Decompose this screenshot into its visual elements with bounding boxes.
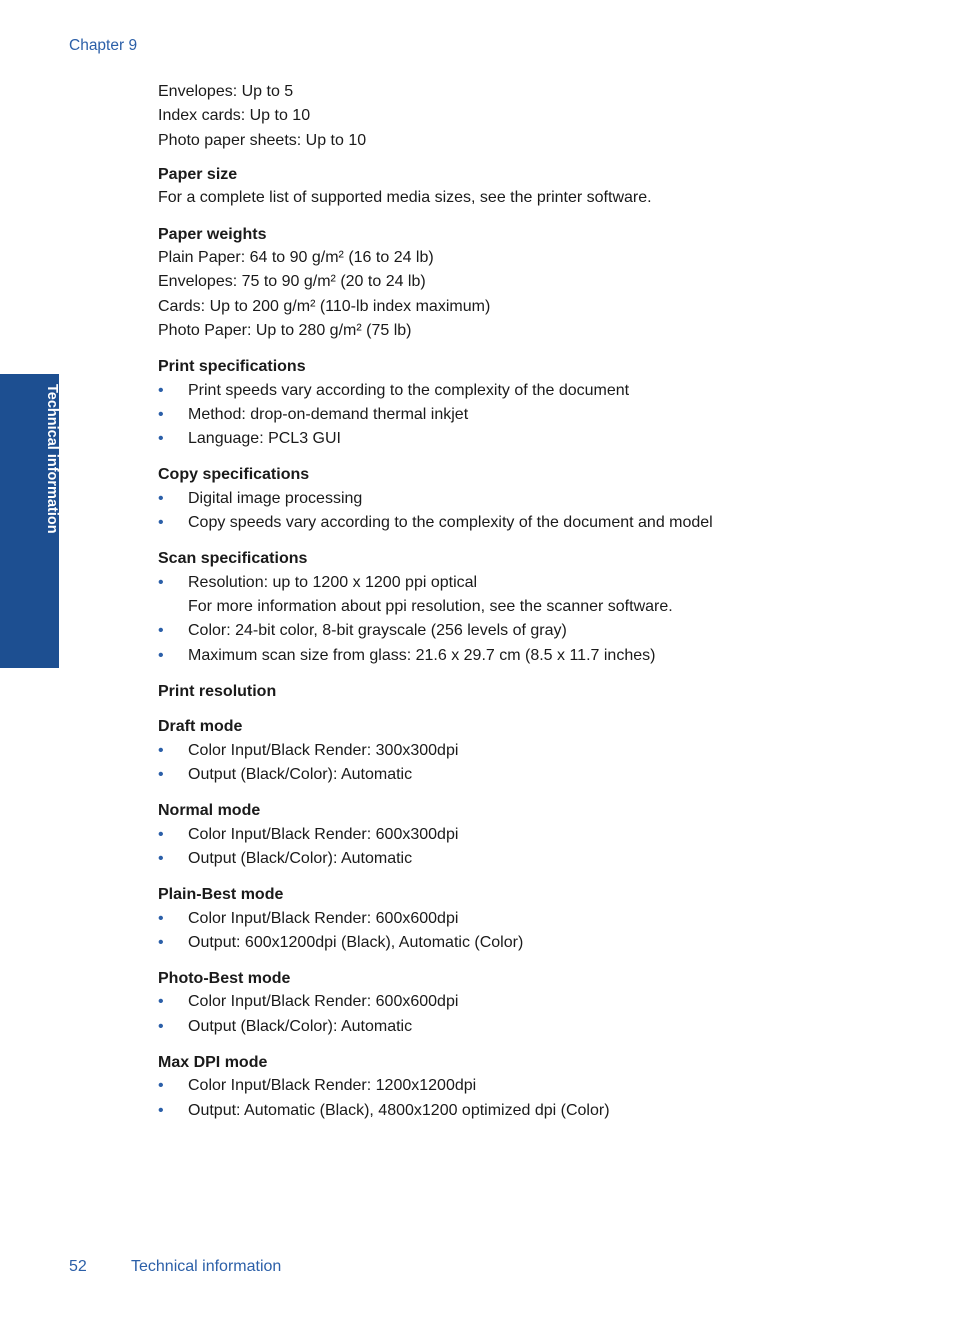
list-item-text: Output (Black/Color): Automatic [188, 1017, 413, 1035]
chapter-label: Chapter 9 [69, 37, 138, 54]
paper-size-heading: Paper size [158, 165, 238, 183]
list-item-text: Color Input/Black Render: 600x600dpi [188, 993, 459, 1011]
intro-line: Envelopes: Up to 5 [158, 83, 294, 100]
photo-best-mode-heading: Photo-Best mode [158, 969, 291, 987]
bullet-icon: • [158, 622, 164, 640]
scan-specs-list [158, 571, 918, 668]
list-item-text: Color Input/Black Render: 600x600dpi [188, 909, 459, 927]
paper-weight-line: Envelopes: 75 to 90 g/m² (20 to 24 lb) [158, 273, 426, 291]
copy-specs-list [158, 487, 918, 535]
list-item-text: Method: drop-on-demand thermal inkjet [188, 406, 469, 424]
list-item-text: Resolution: up to 1200 x 1200 ppi optical [188, 573, 478, 591]
list-item [158, 511, 918, 535]
bullet-icon: • [158, 933, 164, 951]
paper-weight-line: Photo Paper: Up to 280 g/m² (75 lb) [158, 322, 412, 340]
list-item [158, 619, 918, 643]
list-item-text: Language: PCL3 GUI [188, 430, 341, 448]
paper-weight-line: Cards: Up to 200 g/m² (110-lb index maximum) [158, 297, 491, 315]
print-resolution-heading: Print resolution [158, 682, 277, 700]
plain-best-mode-heading: Plain-Best mode [158, 886, 284, 904]
draft-mode-heading: Draft mode [158, 718, 243, 736]
paper-weight-line: Plain Paper: 64 to 90 g/m² (16 to 24 lb) [158, 249, 434, 267]
list-item [158, 644, 918, 668]
list-item [158, 823, 918, 847]
list-item [158, 427, 918, 451]
list-item-text: Output: Automatic (Black), 4800x1200 optimized dpi (Color) [188, 1101, 610, 1119]
bullet-icon: • [158, 849, 164, 867]
list-item-text: Color: 24-bit color, 8-bit grayscale (256 levels of gray) [188, 622, 567, 640]
paper-size-text: For a complete list of supported media sizes, see the printer software. [158, 189, 652, 207]
print-specs-heading: Print specifications [158, 358, 306, 376]
bullet-icon: • [158, 993, 164, 1011]
bullet-icon: • [158, 1101, 164, 1119]
list-item-text: Output (Black/Color): Automatic [188, 849, 413, 867]
intro-line: Photo paper sheets: Up to 10 [158, 131, 367, 149]
list-item [158, 1074, 918, 1098]
list-item [158, 990, 918, 1014]
normal-mode-list [158, 823, 918, 871]
list-item [158, 571, 918, 619]
max-dpi-mode-list [158, 1074, 918, 1122]
bullet-icon: • [158, 573, 164, 591]
bullet-icon: • [158, 430, 164, 448]
list-item-text: Print speeds vary according to the complexity of the document [188, 381, 630, 399]
bullet-icon: • [158, 489, 164, 507]
bullet-icon: • [158, 514, 164, 532]
photo-best-mode-list [158, 990, 918, 1038]
intro-lines [158, 80, 918, 153]
plain-best-mode-list [158, 907, 918, 955]
side-tab-label: Technical information [44, 384, 60, 534]
copy-specs-heading: Copy specifications [158, 466, 310, 484]
list-item-note: For more information about ppi resolution, see the scanner software. [188, 598, 673, 616]
list-item [158, 931, 918, 955]
page-number: 52 [69, 1258, 87, 1275]
list-item-text: Digital image processing [188, 489, 363, 507]
list-item [158, 403, 918, 427]
list-item-text: Output: 600x1200dpi (Black), Automatic (Color) [188, 933, 524, 951]
bullet-icon: • [158, 909, 164, 927]
list-item [158, 907, 918, 931]
draft-mode-list [158, 739, 918, 787]
list-item [158, 739, 918, 763]
normal-mode-heading: Normal mode [158, 802, 261, 820]
list-item-text: Maximum scan size from glass: 21.6 x 29.7 cm (8.5 x 11.7 inches) [188, 646, 656, 664]
list-item [158, 379, 918, 403]
list-item [158, 487, 918, 511]
max-dpi-mode-heading: Max DPI mode [158, 1053, 268, 1071]
bullet-icon: • [158, 765, 164, 783]
intro-line: Index cards: Up to 10 [158, 107, 311, 125]
bullet-icon: • [158, 646, 164, 664]
bullet-icon: • [158, 1077, 164, 1095]
list-item-text: Color Input/Black Render: 1200x1200dpi [188, 1077, 477, 1095]
paper-weights-heading: Paper weights [158, 225, 267, 243]
list-item [158, 847, 918, 871]
list-item-text: Output (Black/Color): Automatic [188, 765, 413, 783]
list-item [158, 1015, 918, 1039]
list-item-text: Copy speeds vary according to the complexity of the document and model [188, 514, 713, 532]
list-item-text: Color Input/Black Render: 300x300dpi [188, 741, 459, 759]
bullet-icon: • [158, 1017, 164, 1035]
page-content [158, 80, 918, 1123]
list-item [158, 1099, 918, 1123]
footer-title: Technical information [131, 1258, 282, 1275]
bullet-icon: • [158, 741, 164, 759]
print-specs-list [158, 379, 918, 452]
bullet-icon: • [158, 406, 164, 424]
list-item-text: Color Input/Black Render: 600x300dpi [188, 825, 459, 843]
bullet-icon: • [158, 825, 164, 843]
list-item [158, 763, 918, 787]
bullet-icon: • [158, 381, 164, 399]
scan-specs-heading: Scan specifications [158, 550, 308, 568]
